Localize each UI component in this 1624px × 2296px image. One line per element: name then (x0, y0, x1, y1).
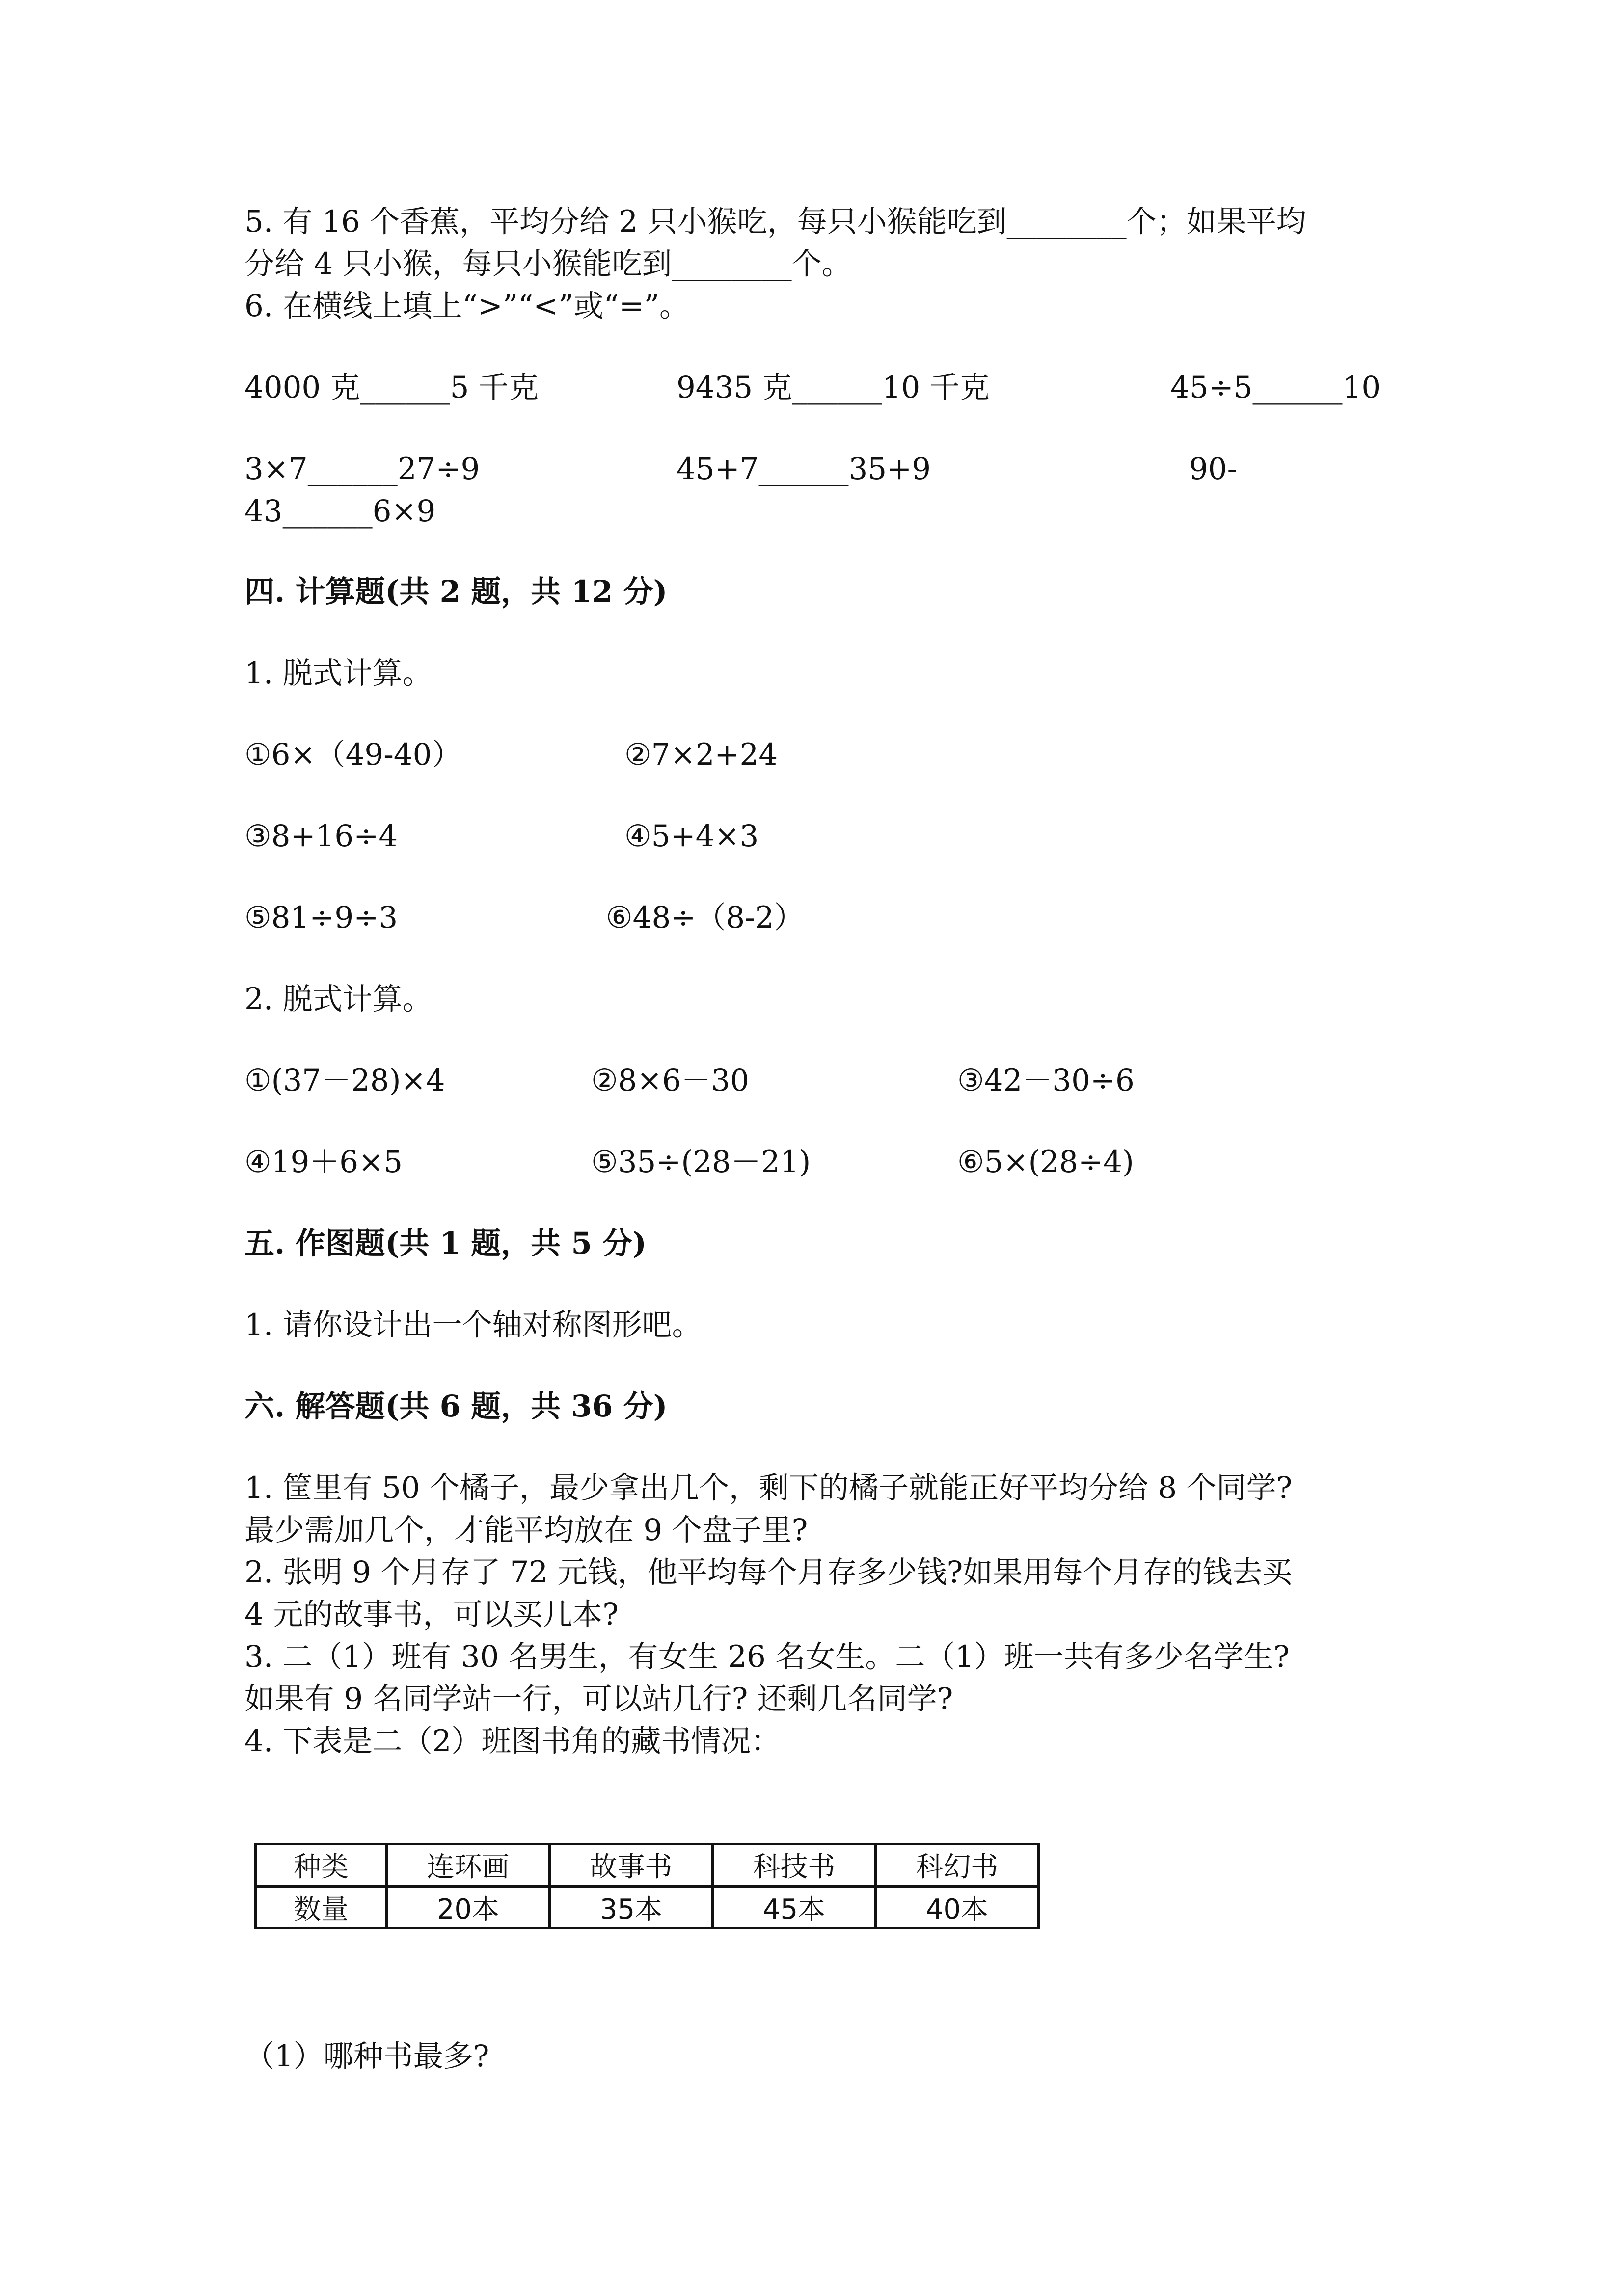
table-header-cell: 种类 (256, 1844, 387, 1887)
answer-q1-line2: 最少需加几个，才能平均放在 9 个盘子里? (244, 1513, 808, 1548)
calc-q1-item-5: ⑤81÷9÷3 (244, 900, 398, 935)
section-6-heading: 六. 解答题(共 6 题，共 36 分) (244, 1389, 668, 1424)
table-cell: 20本 (387, 1886, 550, 1928)
calc-q1-title: 1. 脱式计算。 (244, 656, 433, 691)
book-table (254, 1843, 1040, 1929)
answer-q2-line2: 4 元的故事书，可以买几本? (244, 1597, 619, 1632)
answer-q1-line1: 1. 筐里有 50 个橘子，最少拿出几个，剩下的橘子就能正好平均分给 8 个同学? (244, 1470, 1293, 1505)
calc-q1-item-6: ⑥48÷（8-2） (606, 900, 804, 935)
compare-item-6-wrap: 43______6×9 (244, 494, 436, 529)
compare-item-6: 90- (1189, 452, 1238, 486)
q5-line2: 分给 4 只小猴，每只小猴能吃到________个。 (244, 246, 852, 281)
compare-item-5: 45+7______35+9 (677, 452, 931, 486)
calc-q1-item-3: ③8+16÷4 (244, 819, 398, 854)
calc-q1-item-4: ④5+4×3 (624, 819, 759, 854)
table-cell: 数量 (256, 1886, 387, 1928)
table-header-cell: 科技书 (713, 1844, 876, 1887)
calc-q2-item-2: ②8×6－30 (591, 1063, 750, 1098)
table-header-cell: 故事书 (550, 1844, 713, 1887)
compare-item-3: 45÷5______10 (1170, 370, 1381, 405)
answer-q4-sub1: （1）哪种书最多? (244, 2039, 489, 2074)
answer-q4-title: 4. 下表是二（2）班图书角的藏书情况： (244, 1724, 781, 1759)
table-cell: 35本 (550, 1886, 713, 1928)
compare-item-1: 4000 克______5 千克 (244, 370, 539, 405)
calc-q2-item-6: ⑥5×(28÷4) (957, 1145, 1134, 1179)
calc-q1-item-1: ①6×（49-40） (244, 737, 462, 772)
table-cell: 45本 (713, 1886, 876, 1928)
calc-q2-item-4: ④19＋6×5 (244, 1145, 403, 1179)
table-row (256, 1844, 1039, 1887)
compare-item-2: 9435 克______10 千克 (677, 370, 990, 405)
compare-item-4: 3×7______27÷9 (244, 452, 480, 486)
answer-q2-line1: 2. 张明 9 个月存了 72 元钱，他平均每个月存多少钱?如果用每个月存的钱去买 (244, 1555, 1293, 1590)
q5-line1: 5. 有 16 个香蕉，平均分给 2 只小猴吃，每只小猴能吃到________个；如果平均 (244, 204, 1306, 239)
section-4-heading: 四. 计算题(共 2 题，共 12 分) (244, 574, 668, 609)
draw-q1: 1. 请你设计出一个轴对称图形吧。 (244, 1308, 702, 1342)
table-header-cell: 连环画 (387, 1844, 550, 1887)
table-row (256, 1886, 1039, 1928)
answer-q3-line1: 3. 二（1）班有 30 名男生，有女生 26 名女生。二（1）班一共有多少名学生? (244, 1639, 1290, 1674)
answer-q3-line2: 如果有 9 名同学站一行，可以站几行? 还剩几名同学? (244, 1682, 953, 1716)
table-cell: 40本 (876, 1886, 1039, 1928)
section-5-heading: 五. 作图题(共 1 题，共 5 分) (244, 1226, 647, 1261)
table-header-cell: 科幻书 (876, 1844, 1039, 1887)
calc-q2-item-5: ⑤35÷(28－21) (591, 1145, 811, 1179)
calc-q2-item-3: ③42－30÷6 (957, 1063, 1135, 1098)
calc-q1-item-2: ②7×2+24 (624, 737, 778, 772)
calc-q2-title: 2. 脱式计算。 (244, 982, 433, 1016)
calc-q2-item-1: ①(37－28)×4 (244, 1063, 445, 1098)
q6-title: 6. 在横线上填上“>”“<”或“=”。 (244, 289, 690, 323)
